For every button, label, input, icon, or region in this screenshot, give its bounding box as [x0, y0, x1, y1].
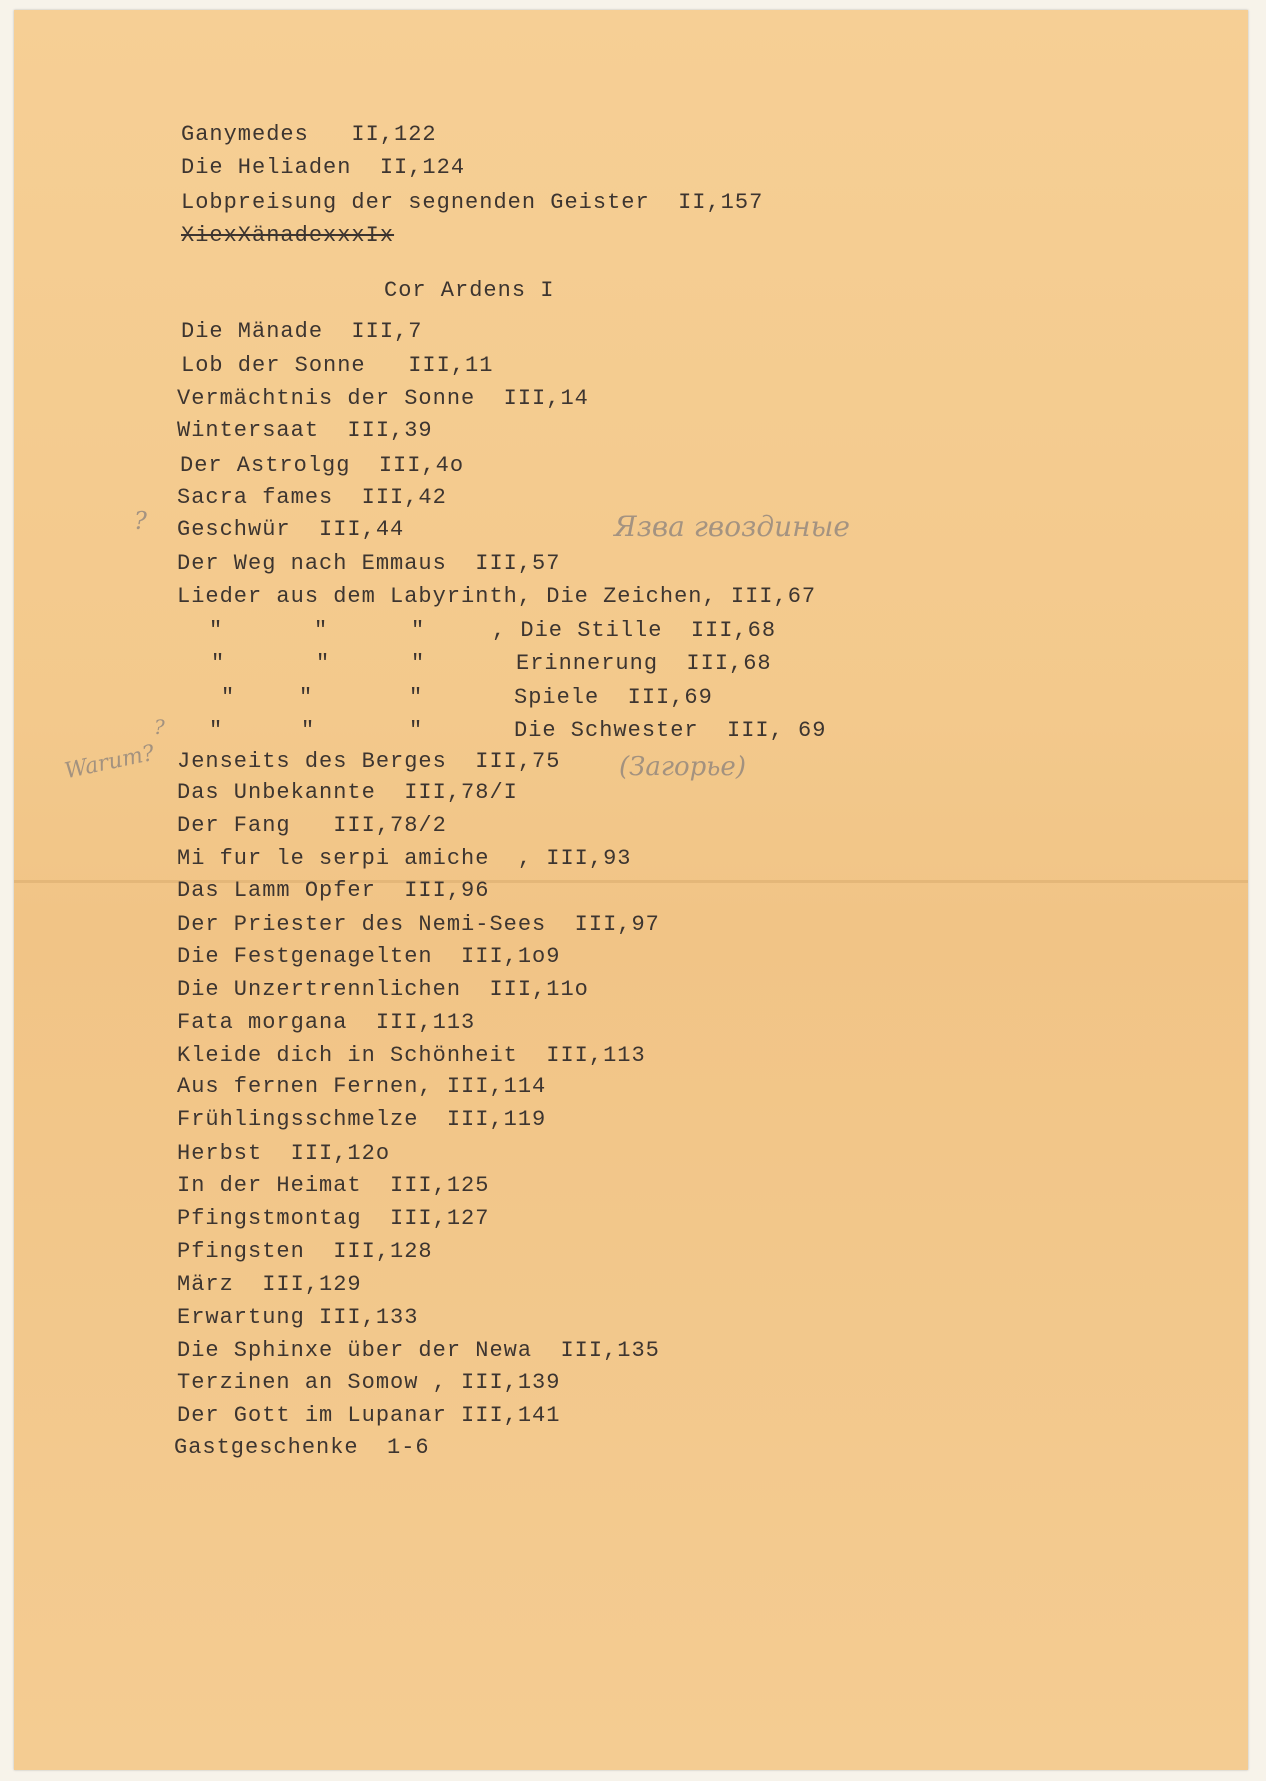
pencil-warum-note: Warum?	[62, 740, 157, 785]
entry-fernen: Aus fernen Fernen, III,114	[177, 1074, 547, 1099]
ditto-mark: "	[299, 685, 313, 710]
entry-herbst: Herbst III,12o	[177, 1141, 391, 1166]
entry-labyrinth: Lieder aus dem Labyrinth, Die Zeichen, III,67	[177, 584, 817, 609]
faint-stamp	[962, 84, 1195, 166]
entry-geschwür: Geschwür III,44	[177, 517, 405, 542]
entry-lupanar: Der Gott im Lupanar III,141	[177, 1403, 561, 1428]
entry-stille: , Die Stille III,68	[492, 618, 777, 643]
ditto-mark: "	[409, 685, 423, 710]
entry-lobpreisung: Lobpreisung der segnenden Geister II,157	[181, 190, 764, 215]
entry-festgenagelten: Die Festgenagelten III,1o9	[177, 944, 561, 969]
entry-pfingstmontag: Pfingstmontag III,127	[177, 1206, 490, 1231]
entry-sphinxe: Die Sphinxe über der Newa III,135	[177, 1338, 660, 1363]
entry-struck: XiexXänadexxxIx	[181, 223, 395, 248]
entry-lob-der-sonne: Lob der Sonne III,11	[181, 353, 494, 378]
entry-priester: Der Priester des Nemi-Sees III,97	[177, 912, 660, 937]
entry-märz: März III,129	[177, 1272, 362, 1297]
entry-ganymedes: Ganymedes II,122	[181, 122, 437, 147]
ditto-mark: "	[221, 685, 235, 710]
entry-unbekannte: Das Unbekannte III,78/I	[177, 780, 518, 805]
entry-terzinen: Terzinen an Somow , III,139	[177, 1370, 561, 1395]
entry-astrolgg: Der Astrolgg III,4o	[180, 453, 465, 478]
entry-fata-morgana: Fata morgana III,113	[177, 1010, 476, 1035]
ditto-mark: "	[209, 618, 223, 643]
entry-serpi: Mi fur le serpi amiche , III,93	[177, 846, 632, 871]
pencil-cyrillic-note: Язва гвоздиные	[614, 510, 850, 543]
entry-jenseits: Jenseits des Berges III,75	[177, 749, 561, 774]
entry-sacra-fames: Sacra fames III,42	[177, 485, 447, 510]
entry-erwartung: Erwartung III,133	[177, 1305, 419, 1330]
paper-sheet	[14, 10, 1248, 1770]
entry-frühlingsschmelze: Frühlingsschmelze III,119	[177, 1107, 547, 1132]
entry-gastgeschenke: Gastgeschenke 1-6	[174, 1435, 430, 1460]
entry-spiele: Spiele III,69	[514, 685, 713, 710]
ditto-mark: "	[411, 618, 425, 643]
entry-vermächtnis: Vermächtnis der Sonne III,14	[177, 386, 589, 411]
ditto-mark: "	[209, 718, 223, 743]
entry-unzertrennlichen: Die Unzertrennlichen III,11o	[177, 977, 589, 1002]
entry-lamm-opfer: Das Lamm Opfer III,96	[177, 878, 490, 903]
entry-heliaden: Die Heliaden II,124	[181, 155, 466, 180]
entry-erinnerung: Erinnerung III,68	[516, 651, 772, 676]
ditto-mark: "	[314, 618, 328, 643]
entry-emmaus: Der Weg nach Emmaus III,57	[177, 551, 561, 576]
ditto-mark: "	[211, 651, 225, 676]
entry-schwester: Die Schwester III, 69	[514, 718, 827, 743]
entry-pfingsten: Pfingsten III,128	[177, 1239, 433, 1264]
section-heading: Cor Ardens I	[384, 278, 555, 303]
ditto-mark: "	[316, 651, 330, 676]
entry-wintersaat: Wintersaat III,39	[177, 418, 433, 443]
pencil-question-mark: ?	[154, 715, 165, 739]
pencil-zagorie-note: (Загорье)	[619, 752, 746, 782]
entry-kleide: Kleide dich in Schönheit III,113	[177, 1043, 646, 1068]
entry-fang: Der Fang III,78/2	[177, 813, 447, 838]
ditto-mark: "	[301, 718, 315, 743]
entry-heimat: In der Heimat III,125	[177, 1173, 490, 1198]
ditto-mark: "	[411, 651, 425, 676]
pencil-question-mark: ?	[134, 507, 147, 535]
ditto-mark: "	[409, 718, 423, 743]
entry-mänade: Die Mänade III,7	[181, 319, 423, 344]
